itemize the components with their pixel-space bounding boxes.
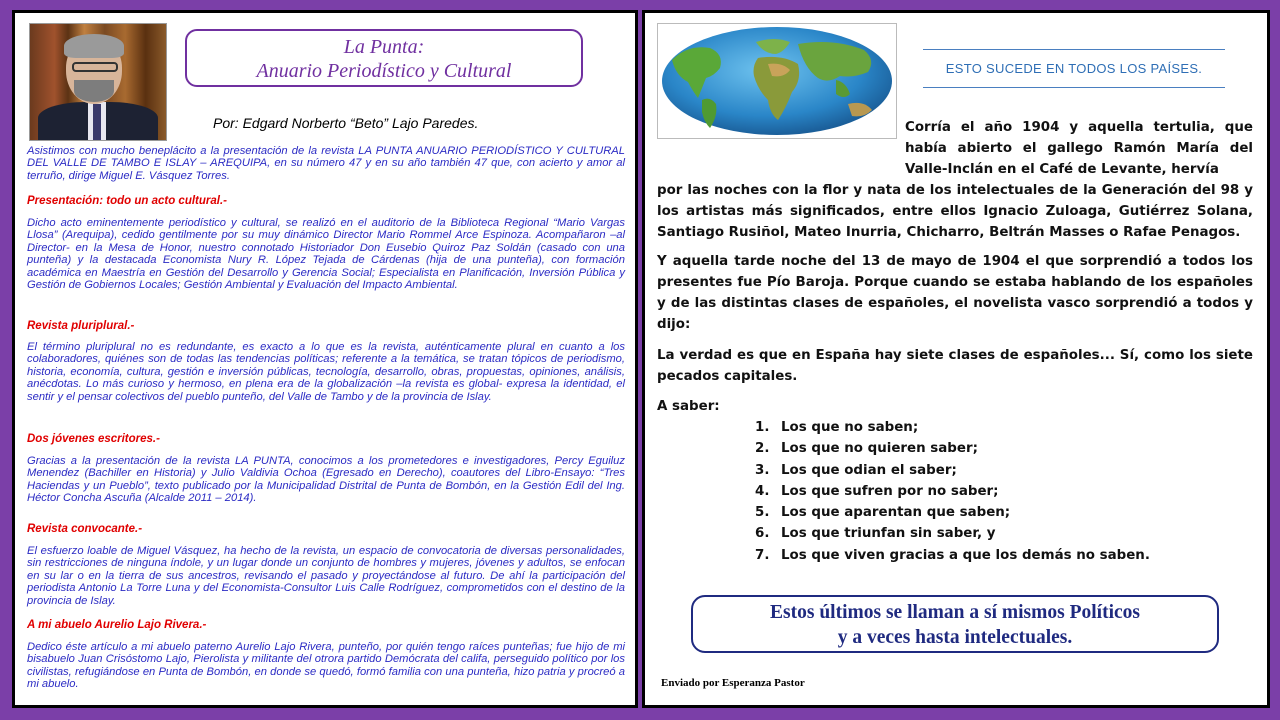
list-item: 4. Los que sufren por no saber; bbox=[755, 483, 999, 499]
headline-rule-bottom bbox=[923, 87, 1225, 88]
section-heading: Presentación: todo un acto cultural.- bbox=[27, 195, 227, 207]
intro-paragraph: Asistimos con mucho beneplácito a la presentación de la revista LA PUNTA ANUARIO PERIODÍSTICO Y CULTURAL DEL VALLE DE TAMBO E ISLAY – AREQUIPA, en su número 47 y en su año también 47 que, con acierto y amor al terruño, dirige Miguel E. Vásquez Torres. bbox=[27, 145, 625, 182]
a-saber-label: A saber: bbox=[657, 399, 720, 414]
section-text: Dedico éste artículo a mi abuelo paterno Aurelio Lajo Rivera, punteño, por quién tengo raíces punteñas; fue hijo de mi bisabuelo Juan Crisóstomo Lajo, Pierolista y militante del otrora partido Demócrata del califa, perseguido político por los civilistas, refugiándose en Punta de Bombón, en donde se quedó, formó familia con una punteña, hizo patria y procreó a mi abuelo. bbox=[27, 641, 625, 691]
article-title-box bbox=[185, 29, 583, 87]
paragraph-2: Y aquella tarde noche del 13 de mayo de 1904 el que sorprendió a todos los presentes fue Pío Baroja. Porque cuando se estaba hablando de los españoles y de las distintas clases de españoles, el novelista vasco sorprendió a todos y dijo: bbox=[657, 254, 1253, 332]
list-item: 7. Los que viven gracias a que los demás no saben. bbox=[755, 547, 1150, 563]
sent-by-credit: Enviado por Esperanza Pastor bbox=[661, 677, 805, 689]
article-title-line1: La Punta: bbox=[343, 36, 425, 58]
list-item: 3. Los que odian el saber; bbox=[755, 462, 957, 478]
section-heading: Revista convocante.- bbox=[27, 523, 143, 535]
quote-line-1: Estos últimos se llaman a sí mismos Políticos bbox=[770, 602, 1140, 623]
article-byline: Por: Edgard Norberto “Beto” Lajo Paredes. bbox=[213, 115, 479, 131]
paragraph-1-rest: por las noches con la flor y nata de los intelectuales de la Generación del 98 y los artistas más significados, entre ellos Ignacio Zuloaga, Gutiérrez Solana, Santiago Rusiñol, Mateo Inurria, Chicharro, Beltrán Masses o Rafae Penagos. bbox=[657, 183, 1253, 240]
seven-classes-list bbox=[755, 417, 1150, 566]
section-heading: A mi abuelo Aurelio Lajo Rivera.- bbox=[27, 619, 207, 631]
section-text: El esfuerzo loable de Miguel Vásquez, ha hecho de la revista, un espacio de convocatoria de diversas personalidades, sin restricciones de ninguna índole, y un lugar donde un conjunto de hombres y mujeres, jóvenes y adultos, se enfocan en su lar o en la tierra de sus ancestros, revisando el pasado y proyectándose al futuro. De ahí la participación del periodista Antonio La Torre Luna y del Economista-Consultor Luis Calle Rodríguez, comprometidos con el destino de la provincia de Islay. bbox=[27, 545, 625, 607]
list-item: 6. Los que triunfan sin saber, y bbox=[755, 526, 996, 542]
headline: ESTO SUCEDE EN TODOS LOS PAÍSES. bbox=[945, 61, 1203, 76]
list-item: 5. Los que aparentan que saben; bbox=[755, 505, 1011, 521]
section-heading: Revista pluriplural.- bbox=[27, 320, 135, 332]
list-item: 2. Los que no quieren saber; bbox=[755, 441, 978, 457]
section-text: El término pluriplural no es redundante, es exacto a lo que es la revista, auténticamente plural en cuanto a los colaboradores, quiénes son de todas las tendencias políticas; referente a la temática, se tratan tópicos de periodismo, historia, economía, cultura, gestión e inversión públicas, tecnología, desarrollo, obras, propuestas, opiniones, análisis, anécdotas. Lo más curioso y hermoso, en plena era de la globalización –la revista es global- expresa la identidad, el sentir y el pensar colectivos del pueblo punteño, del Valle de Tambo y de la provincia de Islay. bbox=[27, 341, 625, 403]
headline-rule-top bbox=[923, 49, 1225, 50]
author-photo bbox=[29, 23, 167, 141]
quote-line-2: y a veces hasta intelectuales. bbox=[837, 627, 1073, 648]
section-heading: Dos jóvenes escritores.- bbox=[27, 433, 160, 445]
paragraph-1-top: Corría el año 1904 y aquella tertulia, que había abierto el gallego Ramón María del Valle-Inclán en el Café de Levante, hervía bbox=[905, 120, 1253, 177]
list-item: 1. Los que no saben; bbox=[755, 420, 919, 435]
right-article-panel bbox=[642, 10, 1270, 708]
closing-quote-box bbox=[691, 595, 1219, 653]
section-text: Gracias a la presentación de la revista LA PUNTA, conocimos a los prometedores e investigadores, Percy Eguiluz Menendez (Bachiller en Historia) y Julio Valdivia Ochoa (Egresado en Derecho), coautores del Libro-Ensayo: “Tres Haciendas y un Pueblo”, texto publicado por la Municipalidad Distrital de Punta de Bombón, en la Gestión Edil del Ing. Héctor Concha Ascuña (Alcalde 2011 – 2014). bbox=[27, 455, 625, 505]
left-article-panel bbox=[12, 10, 638, 708]
section-text: Dicho acto eminentemente periodístico y cultural, se realizó en el auditorio de la Biblioteca Regional “Mario Vargas Llosa” (Arequipa), cedido gentilmente por su muy dinámico Director Mario Rommel Arce Espinoza. Acompañaron –al Director- en la Mesa de Honor, nuestro connotado Historiador Don Eusebio Quiroz Paz Soldán (casado con una punteña) y la destacada Economista Nury R. López Tejada de Cárdenas (hija de una punteña), con formación académica en Maestría en Gestión del Desarrollo y Gerencia Social; Especialista en Planificación, Inversión Pública y Gestión de Gobiernos Locales; Gestión Ambiental y Evaluación del Impacto Ambiental. bbox=[27, 217, 625, 292]
article-title-line2: Anuario Periodístico y Cultural bbox=[256, 60, 512, 82]
world-globe-image bbox=[657, 23, 897, 139]
paragraph-3: La verdad es que en España hay siete clases de españoles... Sí, como los siete pecados capitales. bbox=[657, 348, 1253, 384]
